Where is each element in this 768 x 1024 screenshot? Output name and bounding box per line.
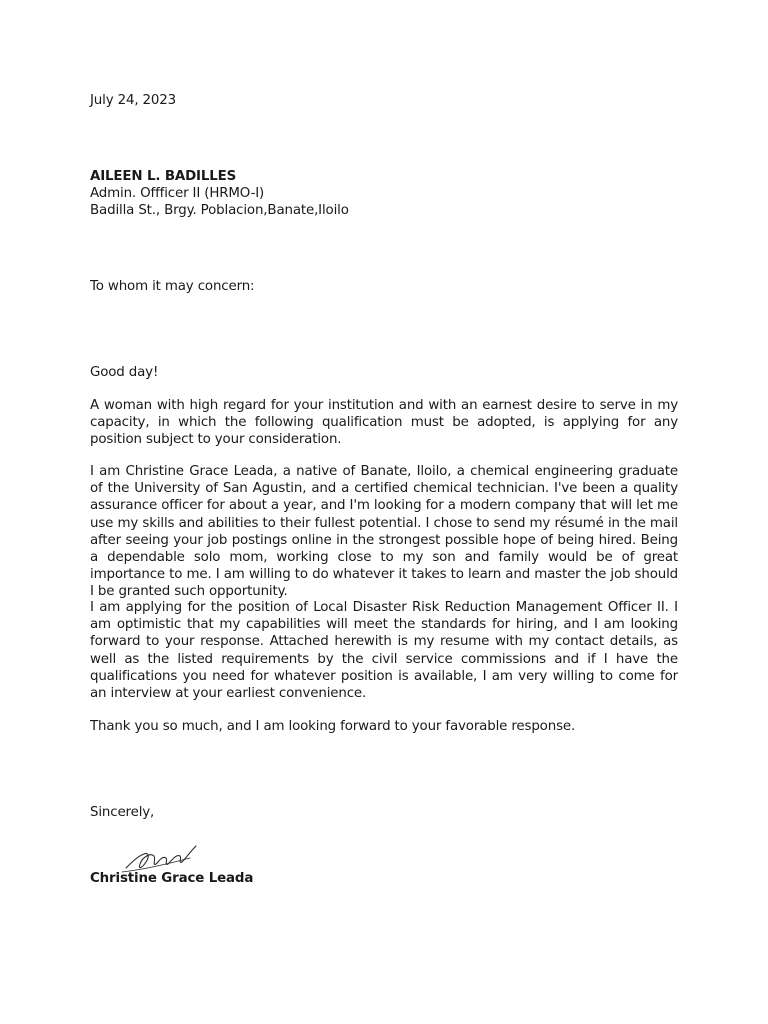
paragraph-3-intro: I am applying for the position of	[90, 600, 314, 615]
closing: Sincerely,	[90, 805, 155, 820]
salutation: To whom it may concern:	[90, 279, 255, 294]
body-paragraph-2: I am Christine Grace Leada, a native of Banate, Iloilo, a chemical engineering graduate of the University of San Agustin, and a certified chemical technician. I've been a quality assurance officer for about a year, and I'm looking for a modern company that will let me use my skills and abilities to their fullest potential. I chose to send my résumé in the mail after seeing your job postings online in the strongest possible hope of being hired. Being a dependable solo mom, working close to my son and family would be of great importance to me. I am willing to do whatever it takes to learn and master the job should I be granted such opportunity.	[90, 464, 678, 600]
greeting: Good day!	[90, 365, 159, 380]
body-paragraph-4: Thank you so much, and I am looking forward to your favorable response.	[90, 719, 576, 734]
paragraph-3-rest: . I am optimistic that my capabilities will meet the standards for hiring, and I am looking forward to your response. Attached herewith is my resume with my contact details, as well as the listed requirements by the civil service commissions and if I have the qualifications you need for whatever position is available, I am very willing to come for an interview at your earliest convenience.	[90, 600, 678, 702]
position-title: Local Disaster Risk Reduction Management Officer II	[313, 600, 665, 615]
body-paragraph-1: A woman with high regard for your institution and with an earnest desire to serve in my capacity, in which the following qualification must be adopted, is applying for any position subject to your consideration.	[90, 398, 678, 448]
signatory-name: Christine Grace Leada	[90, 871, 254, 886]
recipient-name: AILEEN L. BADILLES	[90, 169, 237, 184]
letter-date: July 24, 2023	[90, 93, 177, 108]
body-paragraph-3	[90, 599, 678, 702]
recipient-address: Badilla St., Brgy. Poblacion,Banate,Iloilo	[90, 203, 349, 219]
recipient-title: Admin. Offficer II (HRMO-I)	[90, 186, 265, 202]
recipient-block	[90, 168, 678, 220]
